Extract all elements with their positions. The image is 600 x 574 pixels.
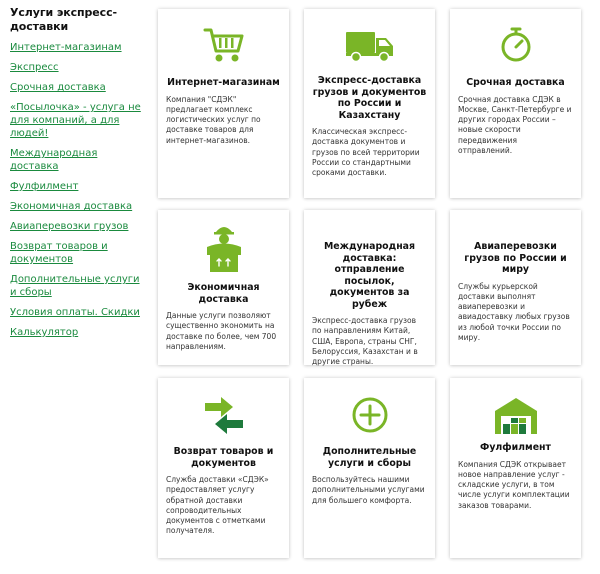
card-title: Экономичная доставка [187, 282, 260, 305]
card-text: Срочная доставка СДЭК в Москве, Санкт-Петербурге и других городах России – новые скорости передвижения отправлений. [458, 94, 572, 155]
sidebar-list [10, 41, 148, 339]
sidebar-item [10, 240, 148, 266]
sidebar-link-express[interactable]: Экспресс [10, 62, 59, 73]
services-sidebar [10, 6, 148, 346]
sidebar-link-additional[interactable]: Дополнительные услуги и сборы [10, 274, 140, 298]
sidebar-item [10, 81, 148, 94]
card-text: Службы курьерской доставки выполнят авиаперевозки и авиадоставку любых грузов из любой точки России по миру. [458, 281, 570, 342]
stopwatch-icon [498, 25, 534, 63]
service-card-fulfillment[interactable] [450, 378, 581, 558]
sidebar-link-payment[interactable]: Условия оплаты. Скидки [10, 307, 140, 318]
sidebar-item [10, 61, 148, 74]
sidebar-link-economy[interactable]: Экономичная доставка [10, 201, 133, 212]
sidebar-item [10, 273, 148, 299]
service-card-additional[interactable] [304, 378, 435, 558]
sidebar-item [10, 180, 148, 193]
service-card-economy[interactable] [158, 210, 289, 365]
service-card-urgent[interactable] [450, 9, 581, 198]
card-title: Авиаперевозки грузов по России и миру [464, 241, 567, 275]
service-card-returns[interactable] [158, 378, 289, 558]
sidebar-link-fulfillment[interactable]: Фулфилмент [10, 181, 79, 192]
card-title: Дополнительные услуги и сборы [322, 446, 417, 469]
shopping-cart-icon [203, 27, 245, 63]
sidebar-item [10, 306, 148, 319]
card-title: Международная доставка: отправление посылок, документов за рубеж [323, 241, 416, 310]
sidebar-item [10, 101, 148, 140]
card-text: Данные услуги позволяют существенно экономить на доставке по более, чем 700 направлениям. [166, 311, 277, 351]
service-card-air-freight[interactable] [450, 210, 581, 365]
card-text: Экспресс-доставка грузов по направлениям Китай, США, Европа, страны СНГ, Белоруссия, Казахстан и в другие страны. [312, 316, 418, 367]
courier-box-icon [204, 224, 244, 274]
sidebar-link-urgent[interactable]: Срочная доставка [10, 82, 106, 93]
card-text: Компания СДЭК открывает новое направление услуг - складские услуги, в том числе услуги комплектации заказов товарами. [458, 459, 570, 510]
card-text: Воспользуйтесь нашими дополнительными услугами для большего комфорта. [312, 475, 425, 505]
sidebar-link-online-stores[interactable]: Интернет-магазинам [10, 42, 122, 53]
card-title: Возврат товаров и документов [173, 446, 274, 469]
card-text: Служба доставки «СДЭК» предоставляет услугу обратной доставки сопроводительных документов с отметками получателя. [166, 475, 269, 536]
sidebar-link-posylochka[interactable]: «Посылочка» - услуга не для компаний, а для людей! [10, 102, 141, 139]
service-card-online-stores[interactable] [158, 9, 289, 198]
service-card-international[interactable] [304, 210, 435, 365]
sidebar-item [10, 147, 148, 173]
card-text: Компания "СДЭК" предлагает комплекс логистических услуг по доставке товаров для интернет-магазинов. [166, 94, 261, 145]
sidebar-item [10, 326, 148, 339]
exchange-arrows-icon [203, 396, 245, 434]
card-title: Фулфилмент [480, 442, 551, 453]
card-title: Экспресс-доставка грузов и документов по России и Казахстану [312, 75, 427, 121]
sidebar-link-air[interactable]: Авиаперевозки грузов [10, 221, 129, 232]
card-text: Классическая экспресс-доставка документов и грузов по всей территории России со стандартными сроками доставки. [312, 127, 420, 178]
sidebar-link-returns[interactable]: Возврат товаров и документов [10, 241, 108, 265]
sidebar-title: Услуги экспресс-доставки [10, 6, 117, 33]
sidebar-link-international[interactable]: Международная доставка [10, 148, 98, 172]
plus-circle-icon [351, 396, 389, 434]
sidebar-item [10, 41, 148, 54]
sidebar-item [10, 200, 148, 213]
card-title: Срочная доставка [466, 77, 565, 88]
card-title: Интернет-магазинам [167, 77, 280, 88]
sidebar-link-calculator[interactable]: Калькулятор [10, 327, 79, 338]
truck-icon [345, 29, 395, 63]
service-card-express[interactable] [304, 9, 435, 198]
sidebar-item [10, 220, 148, 233]
warehouse-icon [493, 396, 539, 436]
